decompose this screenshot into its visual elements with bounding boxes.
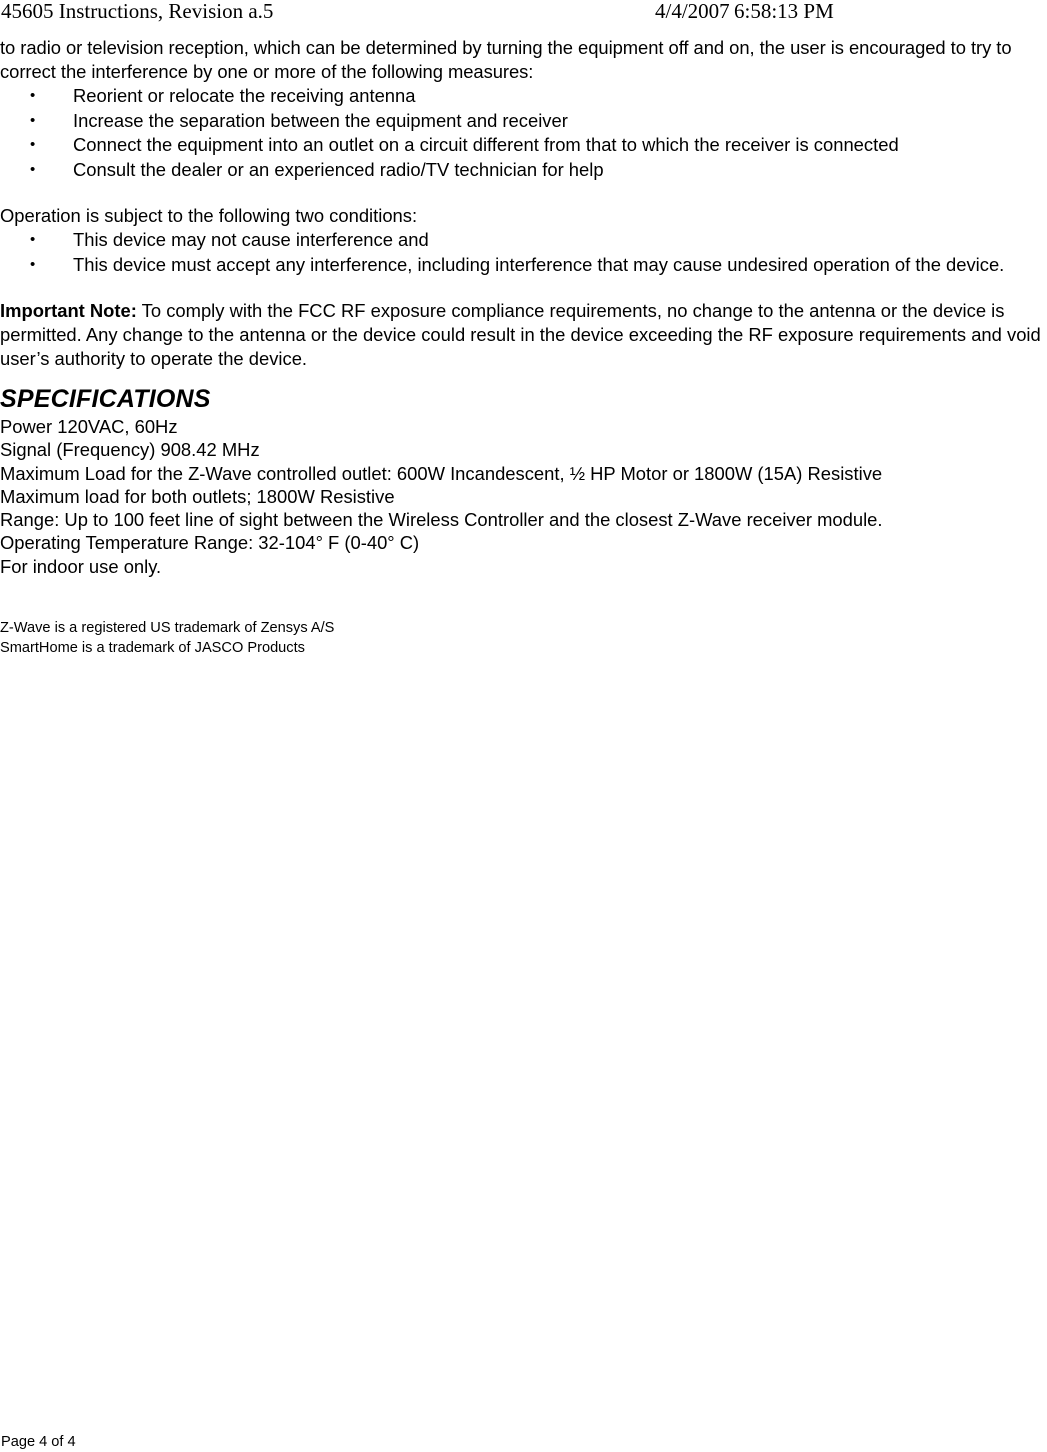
spec-line: Power 120VAC, 60Hz bbox=[0, 416, 178, 437]
list-item bbox=[0, 253, 1047, 278]
document-title: 45605 Instructions, Revision a.5 bbox=[1, 0, 274, 23]
page-number: Page 4 of 4 bbox=[1, 1434, 76, 1450]
list-item-text: Increase the separation between the equipment and receiver bbox=[73, 109, 568, 131]
conditions-intro: Operation is subject to the following two conditions: bbox=[0, 205, 418, 226]
trademark-notices bbox=[0, 618, 1047, 658]
intro-paragraph: to radio or television reception, which can be determined by turning the equipment off and on, the user is encouraged to try to correct the interference by one or more of the following measures: bbox=[0, 37, 1012, 82]
trademark-line: Z-Wave is a registered US trademark of Zensys A/S bbox=[0, 620, 335, 637]
important-note bbox=[0, 299, 1047, 371]
spacer bbox=[0, 182, 1047, 204]
spec-line: Operating Temperature Range: 32-104° F (0-40° C) bbox=[0, 532, 420, 554]
specifications-list bbox=[0, 415, 1047, 578]
spacer bbox=[0, 277, 1047, 299]
bullet-icon: • bbox=[30, 255, 36, 273]
important-note-text: To comply with the FCC RF exposure compliance requirements, no change to the antenna or the device is permitted. Any change to the antenna or the device could result in the device exceeding the RF exposure requirements and void user’s authority to operate the device. bbox=[0, 300, 1041, 369]
bullet-icon: • bbox=[30, 87, 36, 104]
list-item bbox=[0, 84, 1047, 109]
list-item-text: Connect the equipment into an outlet on a circuit different from that to which the receiver is connected bbox=[73, 134, 899, 155]
page-body bbox=[0, 36, 1047, 658]
specifications-heading: SPECIFICATIONS bbox=[0, 385, 211, 413]
spec-line: Maximum Load for the Z-Wave controlled outlet: 600W Incandescent, ½ HP Motor or 1800W (15A) Resistive bbox=[0, 462, 883, 484]
spec-line: For indoor use only. bbox=[0, 555, 162, 577]
page-header bbox=[0, 0, 1047, 24]
bullet-icon: • bbox=[30, 111, 36, 129]
list-item-text: This device may not cause interference and bbox=[73, 229, 429, 250]
measures-list bbox=[0, 84, 1047, 182]
list-item-text: Consult the dealer or an experienced radio/TV technician for help bbox=[73, 158, 604, 180]
important-note-label: Important Note: bbox=[0, 300, 137, 321]
bullet-icon: • bbox=[30, 136, 36, 153]
list-item bbox=[0, 133, 1047, 158]
list-item bbox=[0, 158, 1047, 183]
list-item bbox=[0, 228, 1047, 253]
print-date: 4/4/2007 bbox=[655, 0, 730, 23]
list-item-text: Reorient or relocate the receiving antenna bbox=[73, 85, 416, 106]
trademark-line: SmartHome is a trademark of JASCO Products bbox=[0, 640, 305, 657]
print-time: 6:58:13 PM bbox=[734, 0, 834, 23]
bullet-icon: • bbox=[30, 160, 36, 178]
list-item-text: This device must accept any interference, including interference that may cause undesired operation of the device. bbox=[73, 253, 1005, 275]
spacer bbox=[0, 371, 1047, 383]
list-item bbox=[0, 109, 1047, 134]
bullet-icon: • bbox=[30, 231, 36, 248]
spec-line: Signal (Frequency) 908.42 MHz bbox=[0, 439, 260, 461]
spec-line: Range: Up to 100 feet line of sight between the Wireless Controller and the closest Z-Wave receiver module. bbox=[0, 509, 883, 531]
spec-line: Maximum load for both outlets; 1800W Resistive bbox=[0, 485, 395, 507]
conditions-list bbox=[0, 228, 1047, 277]
